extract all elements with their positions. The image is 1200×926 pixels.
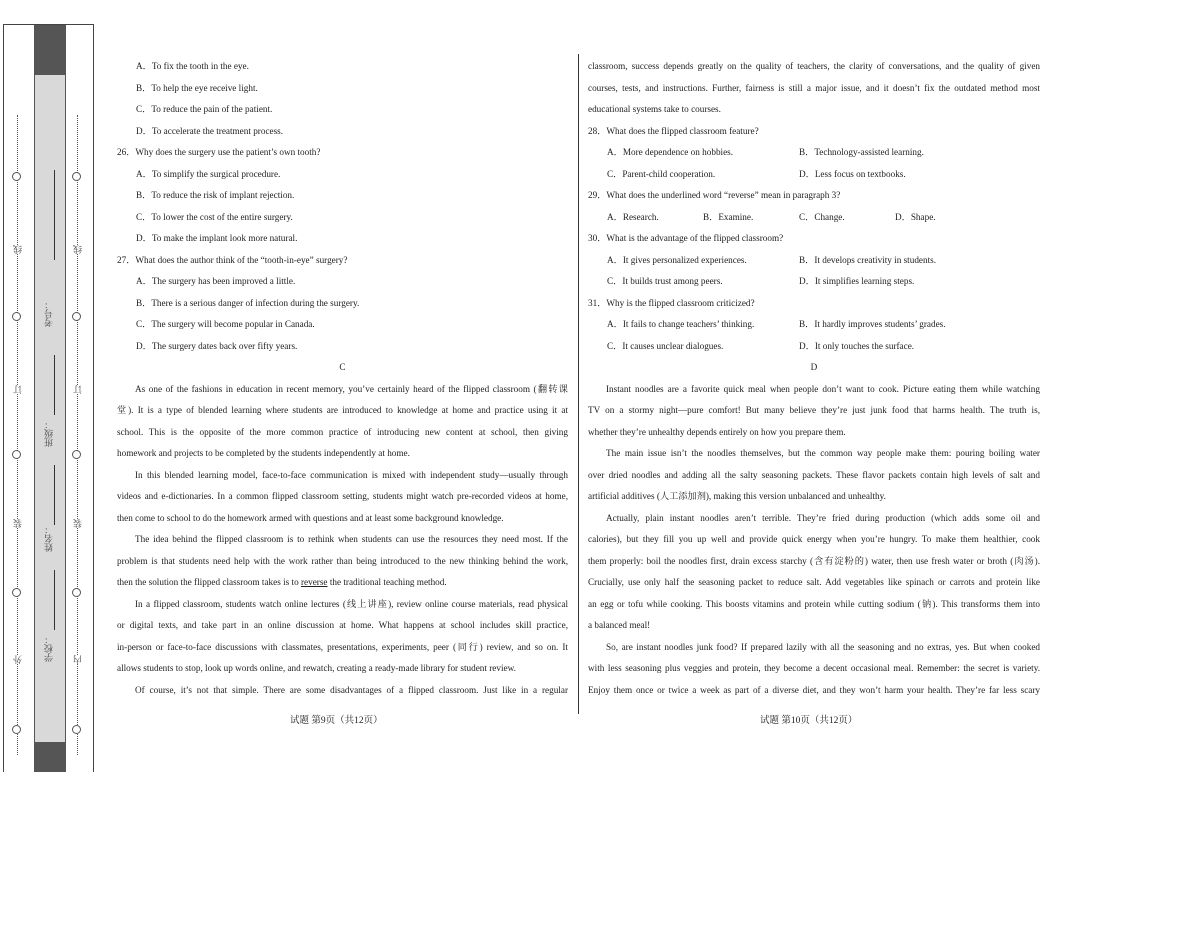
cut-circle: [72, 172, 81, 181]
passage-c-line: As one of the fashions in education in recent memory, you’ve certainly heard of the flipped classroom (翻转课: [135, 383, 568, 394]
passage-c-line: In this blended learning model, face-to-face communication is mixed with independent study—usually through: [135, 469, 568, 480]
outer-label-wai: 外: [13, 655, 23, 664]
q30-options-row: [588, 271, 1040, 293]
cut-circle: [12, 312, 21, 321]
question-28: 28．What does the flipped classroom feature?: [588, 125, 759, 136]
question-29: 29．What does the underlined word “reverse” mean in paragraph 3?: [588, 190, 841, 200]
q26-option-c: C．To lower the cost of the entire surgery.: [136, 211, 293, 222]
q27-option-d: D．The surgery dates back over fifty years.: [136, 340, 298, 351]
passage-d-line: So, are instant noodles junk food? If prepared lazily with all the seasoning and no extras, yes. But when cooked: [606, 641, 1040, 652]
inner-label-nei: 内: [73, 655, 83, 664]
inner-label-xian: 线: [73, 245, 83, 254]
q27-option-b: B．There is a serious danger of infection during the surgery.: [136, 297, 360, 308]
left-column: [117, 56, 568, 701]
passage-c-line: school. This is the opposite of the more common practice of introducing new content at school, then giving: [117, 426, 568, 437]
cut-circle: [72, 588, 81, 597]
q25-option-a: A．To fix the tooth in the eye.: [136, 61, 249, 71]
passage-c-line: Of course, it’s not that simple. There are some disadvantages of a flipped classroom. Just like in a regular: [135, 684, 568, 695]
section-d-heading: D: [810, 362, 818, 372]
passage-c-line: then come to school to do the homework armed with questions and at least some background knowledge.: [117, 512, 504, 523]
q26-option-d: D．To make the implant look more natural.: [136, 233, 298, 243]
cut-circle: [12, 450, 21, 459]
school-underline: [54, 570, 55, 630]
q29-option-d: D．Shape.: [895, 211, 936, 222]
band-bottom-block: [35, 742, 65, 772]
q28-options-row: [588, 142, 1040, 164]
q28-option-d: D．Less focus on textbooks.: [799, 168, 906, 179]
q25-option-b: B．To help the eye receive light.: [136, 82, 258, 93]
exam-no-label: 考号：: [44, 300, 54, 327]
passage-d-line: over dried noodles and adding all the salty seasoning packets. These flavor packets contain high levels of salt and: [588, 469, 1040, 480]
passage-c-line: in-person or face-to-face discussions with classmates, presentations, experiments, peer (同行) review, and so on. It: [117, 641, 568, 652]
passage-c-text-before: then the solution the flipped classroom takes is to: [117, 577, 301, 587]
passage-d-line: calories), but they fill you up well and provide quick energy when you’re hungry. To make them healthier, cook: [588, 534, 1040, 544]
name-label: 姓名：: [44, 525, 54, 552]
passage-d-line: The main issue isn’t the noodles themselves, but the common way people make them: pouring boiling water: [606, 448, 1040, 458]
passage-c-line: allows students to stop, look up words online, and rewatch, creating a ready-made library for student review.: [117, 663, 516, 673]
binding-strip: [3, 24, 94, 772]
passage-d-line: a balanced meal!: [588, 620, 651, 630]
cut-circle: [12, 172, 21, 181]
question-26: 26．Why does the surgery use the patient’s own tooth?: [117, 147, 321, 157]
q30-option-b: B．It develops creativity in students.: [799, 254, 937, 265]
passage-d-line: artificial additives (人工添加剂), making this version unbalanced and unhealthy.: [588, 491, 886, 501]
passage-c-line: videos and e-dictionaries. In a common flipped classroom setting, students might watch pre-recorded videos at home,: [117, 491, 568, 501]
column-divider: [578, 54, 579, 714]
band-top-block: [35, 25, 65, 75]
passage-c-cont-line: educational systems take to courses.: [588, 104, 721, 114]
q29-option-c: C．Change.: [799, 211, 845, 222]
q30-option-d: D．It simplifies learning steps.: [799, 276, 915, 286]
passage-d-line: an egg or tofu while cooking. This boosts vitamins and protein while cutting sodium (钠). This transforms them into: [588, 598, 1040, 609]
q31-options-row: [588, 314, 1040, 336]
q30-option-c: C．It builds trust among peers.: [607, 276, 723, 286]
q31-option-d: D．It only touches the surface.: [799, 340, 915, 351]
q28-option-a: A．More dependence on hobbies.: [607, 147, 734, 157]
q27-option-a: A．The surgery has been improved a little.: [136, 276, 296, 286]
passage-c-line: homework and projects to be completed by the students independently at home.: [117, 448, 410, 458]
q31-option-b: B．It hardly improves students’ grades.: [799, 319, 946, 329]
class-label: 班级：: [44, 420, 54, 447]
passage-d-line: Crucially, use only half the seasoning packet to reduce salt. Add vegetables like spinach or carrots and protein like: [588, 577, 1040, 587]
exam-no-underline: [54, 170, 55, 260]
q25-option-c: C．To reduce the pain of the patient.: [136, 104, 273, 114]
q31-option-c: C．It causes unclear dialogues.: [607, 340, 724, 351]
name-underline: [54, 465, 55, 525]
q29-option-a: A．Research.: [607, 211, 659, 222]
passage-c-line: 堂). It is a type of blended learning where students are introduced to knowledge at home and practice using it at: [117, 405, 568, 415]
passage-d-line: Instant noodles are a favorite quick meal when people don’t want to cook. Picture eating them while watching: [606, 383, 1040, 394]
question-31: 31．Why is the flipped classroom criticized?: [588, 297, 755, 308]
q27-option-c: C．The surgery will become popular in Canada.: [136, 319, 315, 329]
passage-d-line: TV on a stormy night—pure comfort! But many believe they’re just junk food that harms health. The truth is,: [588, 405, 1040, 415]
outer-label-xian: 线: [13, 245, 23, 254]
q28-option-b: B．Technology-assisted learning.: [799, 147, 924, 157]
passage-d-line: Actually, plain instant noodles aren’t terrible. They’re fried during production (which adds some oil and: [606, 512, 1040, 523]
right-column: [588, 56, 1040, 701]
class-underline: [54, 355, 55, 415]
passage-c-line-reverse: [117, 572, 568, 594]
passage-c-cont-line: courses, tests, and instructions. Further, fairness is still a major issue, and it doesn’t fix the outdated method most: [588, 82, 1040, 93]
cut-circle: [72, 725, 81, 734]
cut-circle: [12, 588, 21, 597]
question-27: 27．What does the author think of the “tooth-in-eye” surgery?: [117, 254, 348, 265]
underlined-word-reverse: reverse: [300, 577, 328, 587]
q28-options-row: [588, 164, 1040, 186]
q31-options-row: [588, 336, 1040, 358]
q25-option-d: D．To accelerate the treatment process.: [136, 125, 284, 136]
page-footer-right: 试题 第10页（共12页）: [760, 716, 858, 726]
outer-label-ding: 订: [13, 385, 23, 394]
passage-c-line: problem is that students need help with the work rather than being introduced to the new thinking behind the work,: [117, 555, 568, 566]
passage-d-line: Enjoy them once or twice a week as part of a diverse diet, and they won’t harm your health. They’re far less scary: [588, 684, 1040, 695]
q29-option-b: B．Examine.: [703, 211, 754, 222]
passage-d-line: whether they’re unhealthy depends entirely on how you prepare them.: [588, 426, 846, 437]
q30-option-a: A．It gives personalized experiences.: [607, 254, 747, 265]
passage-c-cont-line: classroom, success depends greatly on the quality of teachers, the clarity of conversations, and the quality of given: [588, 61, 1040, 71]
passage-d-line: them properly: boil the noodles first, drain excess starchy (含有淀粉的) water, then use fresh water or broth (肉汤).: [588, 555, 1040, 566]
passage-c-text-after: the traditional teaching method.: [327, 577, 447, 587]
cut-circle: [72, 312, 81, 321]
cut-circle: [12, 725, 21, 734]
binding-band: [34, 25, 66, 772]
cut-circle: [72, 450, 81, 459]
passage-c-line: or digital texts, and take part in an online discussion at home. What happens at school includes skill practice,: [117, 620, 568, 630]
q26-option-b: B．To reduce the risk of implant rejection.: [136, 190, 295, 200]
q29-options-row: [588, 207, 1040, 229]
q31-option-a: A．It fails to change teachers’ thinking.: [607, 319, 755, 329]
passage-c-line: In a flipped classroom, students watch online lectures (线上讲座), review online course materials, read physical: [135, 598, 568, 609]
section-c-heading: C: [339, 362, 346, 372]
inner-label-ding: 订: [73, 385, 83, 394]
question-30: 30．What is the advantage of the flipped classroom?: [588, 233, 784, 243]
q28-option-c: C．Parent-child cooperation.: [607, 168, 716, 179]
school-label: 学校：: [44, 635, 54, 662]
q26-option-a: A．To simplify the surgical procedure.: [136, 168, 281, 179]
inner-label-zhuang: 装: [73, 519, 83, 528]
passage-d-line: with less seasoning plus veggies and protein, they become a decent occasional meal. Remember: the secret is variety.: [588, 663, 1040, 673]
outer-label-zhuang: 装: [13, 519, 23, 528]
page-footer-left: 试题 第9页（共12页）: [290, 716, 383, 726]
q30-options-row: [588, 250, 1040, 272]
passage-c-line: The idea behind the flipped classroom is to rethink when students can use the resources they need most. If the: [135, 534, 568, 544]
